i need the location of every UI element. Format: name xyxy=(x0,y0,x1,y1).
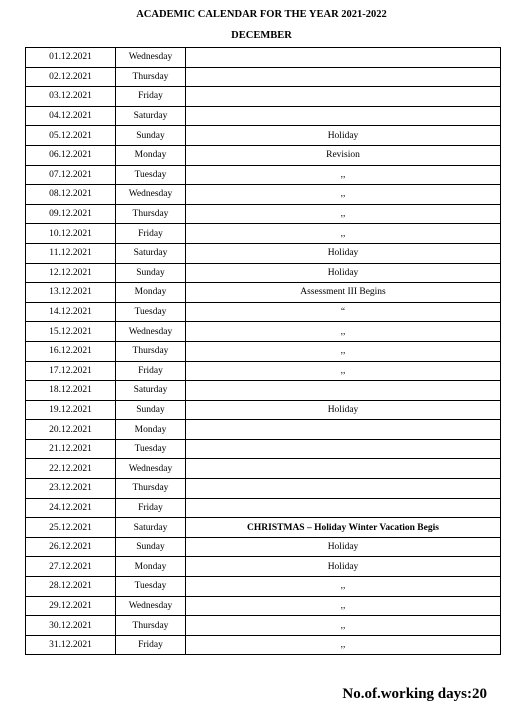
event-cell: CHRISTMAS – Holiday Winter Vacation Begis xyxy=(186,518,501,538)
date-cell: 29.12.2021 xyxy=(26,596,116,616)
event-cell: ,, xyxy=(186,577,501,597)
event-cell: ,, xyxy=(186,616,501,636)
day-cell: Monday xyxy=(116,420,186,440)
event-cell: ,, xyxy=(186,341,501,361)
table-row xyxy=(26,498,501,518)
event-cell: Assessment III Begins xyxy=(186,283,501,303)
table-row xyxy=(26,165,501,185)
date-cell: 09.12.2021 xyxy=(26,204,116,224)
table-row xyxy=(26,381,501,401)
date-cell: 26.12.2021 xyxy=(26,537,116,557)
date-cell: 12.12.2021 xyxy=(26,263,116,283)
day-cell: Monday xyxy=(116,145,186,165)
table-row xyxy=(26,204,501,224)
day-cell: Thursday xyxy=(116,204,186,224)
table-row xyxy=(26,224,501,244)
date-cell: 18.12.2021 xyxy=(26,381,116,401)
date-cell: 30.12.2021 xyxy=(26,616,116,636)
day-cell: Friday xyxy=(116,361,186,381)
event-cell: ,, xyxy=(186,165,501,185)
date-cell: 28.12.2021 xyxy=(26,577,116,597)
calendar-body xyxy=(26,48,501,655)
day-cell: Sunday xyxy=(116,263,186,283)
table-row xyxy=(26,518,501,538)
event-cell: “ xyxy=(186,302,501,322)
date-cell: 14.12.2021 xyxy=(26,302,116,322)
table-row xyxy=(26,557,501,577)
date-cell: 24.12.2021 xyxy=(26,498,116,518)
day-cell: Saturday xyxy=(116,518,186,538)
table-row xyxy=(26,616,501,636)
table-row xyxy=(26,87,501,107)
date-cell: 16.12.2021 xyxy=(26,341,116,361)
day-cell: Friday xyxy=(116,224,186,244)
day-cell: Saturday xyxy=(116,106,186,126)
table-row xyxy=(26,283,501,303)
event-cell: Holiday xyxy=(186,400,501,420)
table-row xyxy=(26,400,501,420)
day-cell: Tuesday xyxy=(116,165,186,185)
table-row xyxy=(26,341,501,361)
table-row xyxy=(26,185,501,205)
table-row xyxy=(26,263,501,283)
event-cell xyxy=(186,87,501,107)
event-cell: ,, xyxy=(186,185,501,205)
table-row xyxy=(26,48,501,68)
day-cell: Friday xyxy=(116,87,186,107)
date-cell: 11.12.2021 xyxy=(26,243,116,263)
table-row xyxy=(26,439,501,459)
event-cell: Holiday xyxy=(186,126,501,146)
event-cell xyxy=(186,420,501,440)
event-cell: Holiday xyxy=(186,263,501,283)
event-cell xyxy=(186,381,501,401)
table-row xyxy=(26,145,501,165)
date-cell: 20.12.2021 xyxy=(26,420,116,440)
day-cell: Wednesday xyxy=(116,185,186,205)
table-row xyxy=(26,126,501,146)
table-row xyxy=(26,537,501,557)
event-cell: Holiday xyxy=(186,243,501,263)
event-cell xyxy=(186,498,501,518)
day-cell: Wednesday xyxy=(116,596,186,616)
event-cell: ,, xyxy=(186,224,501,244)
table-row xyxy=(26,479,501,499)
event-cell: ,, xyxy=(186,361,501,381)
date-cell: 19.12.2021 xyxy=(26,400,116,420)
date-cell: 02.12.2021 xyxy=(26,67,116,87)
date-cell: 01.12.2021 xyxy=(26,48,116,68)
date-cell: 08.12.2021 xyxy=(26,185,116,205)
month-heading: DECEMBER xyxy=(231,30,292,41)
table-row xyxy=(26,361,501,381)
table-row xyxy=(26,322,501,342)
date-cell: 23.12.2021 xyxy=(26,479,116,499)
date-cell: 22.12.2021 xyxy=(26,459,116,479)
event-cell xyxy=(186,48,501,68)
event-cell: Revision xyxy=(186,145,501,165)
day-cell: Sunday xyxy=(116,537,186,557)
table-row xyxy=(26,420,501,440)
event-cell: ,, xyxy=(186,204,501,224)
day-cell: Tuesday xyxy=(116,302,186,322)
date-cell: 21.12.2021 xyxy=(26,439,116,459)
table-row xyxy=(26,577,501,597)
day-cell: Saturday xyxy=(116,243,186,263)
day-cell: Wednesday xyxy=(116,48,186,68)
day-cell: Sunday xyxy=(116,126,186,146)
date-cell: 03.12.2021 xyxy=(26,87,116,107)
document-title: ACADEMIC CALENDAR FOR THE YEAR 2021-2022 xyxy=(136,9,387,20)
day-cell: Sunday xyxy=(116,400,186,420)
event-cell xyxy=(186,459,501,479)
day-cell: Thursday xyxy=(116,341,186,361)
date-cell: 04.12.2021 xyxy=(26,106,116,126)
day-cell: Wednesday xyxy=(116,322,186,342)
table-row xyxy=(26,596,501,616)
day-cell: Friday xyxy=(116,635,186,655)
event-cell xyxy=(186,439,501,459)
event-cell xyxy=(186,67,501,87)
date-cell: 17.12.2021 xyxy=(26,361,116,381)
date-cell: 15.12.2021 xyxy=(26,322,116,342)
table-row xyxy=(26,459,501,479)
event-cell: Holiday xyxy=(186,557,501,577)
day-cell: Thursday xyxy=(116,479,186,499)
day-cell: Tuesday xyxy=(116,439,186,459)
day-cell: Monday xyxy=(116,557,186,577)
date-cell: 31.12.2021 xyxy=(26,635,116,655)
date-cell: 06.12.2021 xyxy=(26,145,116,165)
date-cell: 27.12.2021 xyxy=(26,557,116,577)
day-cell: Thursday xyxy=(116,616,186,636)
event-cell: ,, xyxy=(186,596,501,616)
day-cell: Friday xyxy=(116,498,186,518)
day-cell: Thursday xyxy=(116,67,186,87)
date-cell: 07.12.2021 xyxy=(26,165,116,185)
table-row xyxy=(26,106,501,126)
table-row xyxy=(26,67,501,87)
date-cell: 13.12.2021 xyxy=(26,283,116,303)
event-cell xyxy=(186,106,501,126)
calendar-table xyxy=(25,47,501,655)
date-cell: 05.12.2021 xyxy=(26,126,116,146)
day-cell: Monday xyxy=(116,283,186,303)
table-row xyxy=(26,635,501,655)
event-cell: ,, xyxy=(186,322,501,342)
day-cell: Saturday xyxy=(116,381,186,401)
event-cell: Holiday xyxy=(186,537,501,557)
working-days-summary: No.of.working days:20 xyxy=(342,686,487,702)
event-cell: ,, xyxy=(186,635,501,655)
event-cell xyxy=(186,479,501,499)
day-cell: Wednesday xyxy=(116,459,186,479)
table-row xyxy=(26,243,501,263)
day-cell: Tuesday xyxy=(116,577,186,597)
date-cell: 10.12.2021 xyxy=(26,224,116,244)
date-cell: 25.12.2021 xyxy=(26,518,116,538)
table-row xyxy=(26,302,501,322)
